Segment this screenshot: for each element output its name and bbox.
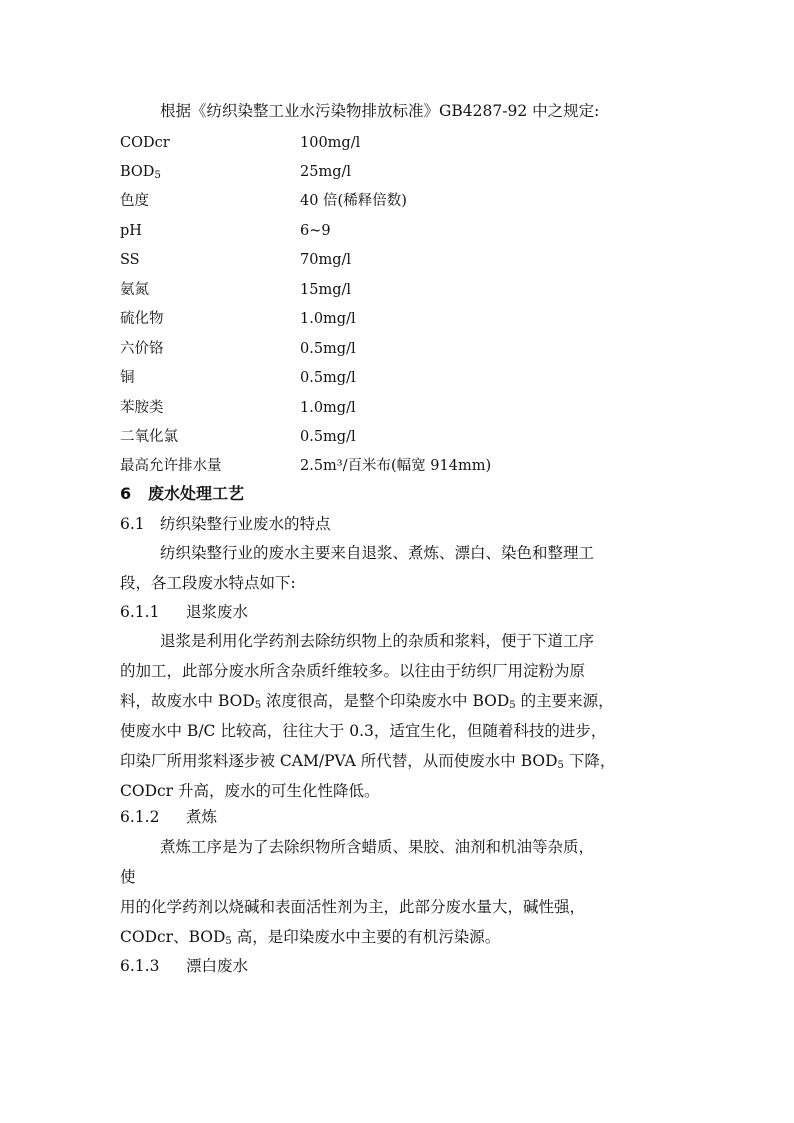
paragraph — [120, 538, 676, 598]
standard-item: pH — [120, 223, 142, 239]
standard-row — [120, 455, 676, 477]
standard-row — [120, 190, 676, 212]
paragraph-line: 使废水中 B/C 比较高，往往大于 0.3，适宜生化，但随着科技的进步， — [120, 722, 607, 740]
standard-item: CODcr — [120, 135, 170, 151]
standard-item: 苯胺类 — [120, 400, 164, 416]
subsection-title: 纺织染整行业废水的特点 — [160, 515, 331, 533]
standard-row — [120, 249, 676, 271]
standard-limit: 0.5mg/l — [300, 370, 356, 386]
standard-item: 二氧化氯 — [120, 429, 178, 445]
standard-limit: 1.0mg/l — [300, 400, 356, 416]
standard-row — [120, 338, 676, 360]
subsection-number: 6.1.3 — [120, 957, 160, 975]
standard-row — [120, 308, 676, 330]
standard-item: 最高允许排水量 — [120, 458, 222, 474]
standard-limit: 1.0mg/l — [300, 311, 356, 327]
paragraph — [120, 832, 676, 952]
subsection-heading — [120, 602, 676, 622]
subsection-title: 漂白废水 — [186, 957, 249, 975]
subsection-heading — [120, 807, 676, 827]
standard-limit: 100mg/l — [300, 135, 361, 151]
standard-limit: 0.5mg/l — [300, 429, 356, 445]
standard-limit: 0.5mg/l — [300, 341, 356, 357]
paragraph-line: 使 — [120, 868, 136, 886]
paragraph-line: 用的化学药剂以烧碱和表面活性剂为主，此部分废水量大，碱性强， — [120, 898, 586, 916]
subsection-number: 6.1.2 — [120, 808, 160, 826]
section-heading — [120, 484, 676, 504]
standard-row — [120, 426, 676, 448]
subsection-title: 退浆废水 — [186, 603, 249, 621]
paragraph-line: 料，故废水中 $BOD_5$ 浓度很高，是整个印染废水中 $BOD_5$ 的主要来源， — [120, 692, 614, 711]
standard-item: 色度 — [120, 193, 149, 209]
standard-item: 铜 — [120, 370, 135, 386]
subsection-number: 6.1.1 — [120, 603, 160, 621]
paragraph-line: 纺织染整行业的废水主要来自退浆、煮炼、漂白、染色和整理工 — [160, 544, 595, 562]
standard-limit: 40 倍(稀释倍数) — [300, 193, 407, 209]
paragraph-line: 段，各工段废水特点如下: — [120, 574, 296, 592]
section-title: 废水处理工艺 — [148, 484, 245, 503]
standard-intro: 根据《纺织染整工业水污染物排放标准》GB4287-92 中之规定: — [160, 102, 600, 120]
standard-limit: 25mg/l — [300, 164, 352, 180]
standard-item: $BOD_5$ — [120, 164, 161, 181]
standard-row — [120, 132, 676, 154]
standard-item: 六价铬 — [120, 341, 164, 357]
paragraph-line: CODcr、$BOD_5$ 高，是印染废水中主要的有机污染源。 — [120, 928, 501, 947]
paragraph-line: 的加工，此部分废水所含杂质纤维较多。以往由于纺织厂用淀粉为原 — [120, 662, 586, 680]
paragraph-line: 印染厂所用浆料逐步被 CAM/PVA 所代替，从而使废水中 $BOD_5$ 下降， — [120, 752, 616, 771]
standard-row — [120, 397, 676, 419]
paragraph — [120, 626, 676, 806]
standard-item: 氨氮 — [120, 282, 149, 298]
standard-limit: 15mg/l — [300, 282, 352, 298]
paragraph-line: CODcr 升高，废水的可生化性降低。 — [120, 782, 380, 800]
standard-limit: 70mg/l — [300, 252, 352, 268]
paragraph-line: 煮炼工序是为了去除织物所含蜡质、果胶、油剂和机油等杂质， — [160, 838, 595, 856]
standard-row — [120, 367, 676, 389]
section-number: 6 — [120, 484, 132, 503]
standard-item: SS — [120, 252, 140, 268]
subsection-number: 6.1 — [120, 515, 145, 533]
subsection-title: 煮炼 — [186, 808, 218, 826]
paragraph-line: 退浆是利用化学药剂去除纺织物上的杂质和浆料，便于下道工序 — [160, 632, 595, 650]
standard-row — [120, 279, 676, 301]
subsection-heading — [120, 514, 676, 534]
standard-row — [120, 220, 676, 242]
standard-item: 硫化物 — [120, 311, 164, 327]
subsection-heading — [120, 956, 676, 976]
standard-row — [120, 161, 676, 183]
standard-limit: 2.5m³/百米布(幅宽 914mm) — [300, 458, 492, 474]
standard-limit: 6~9 — [300, 223, 331, 239]
